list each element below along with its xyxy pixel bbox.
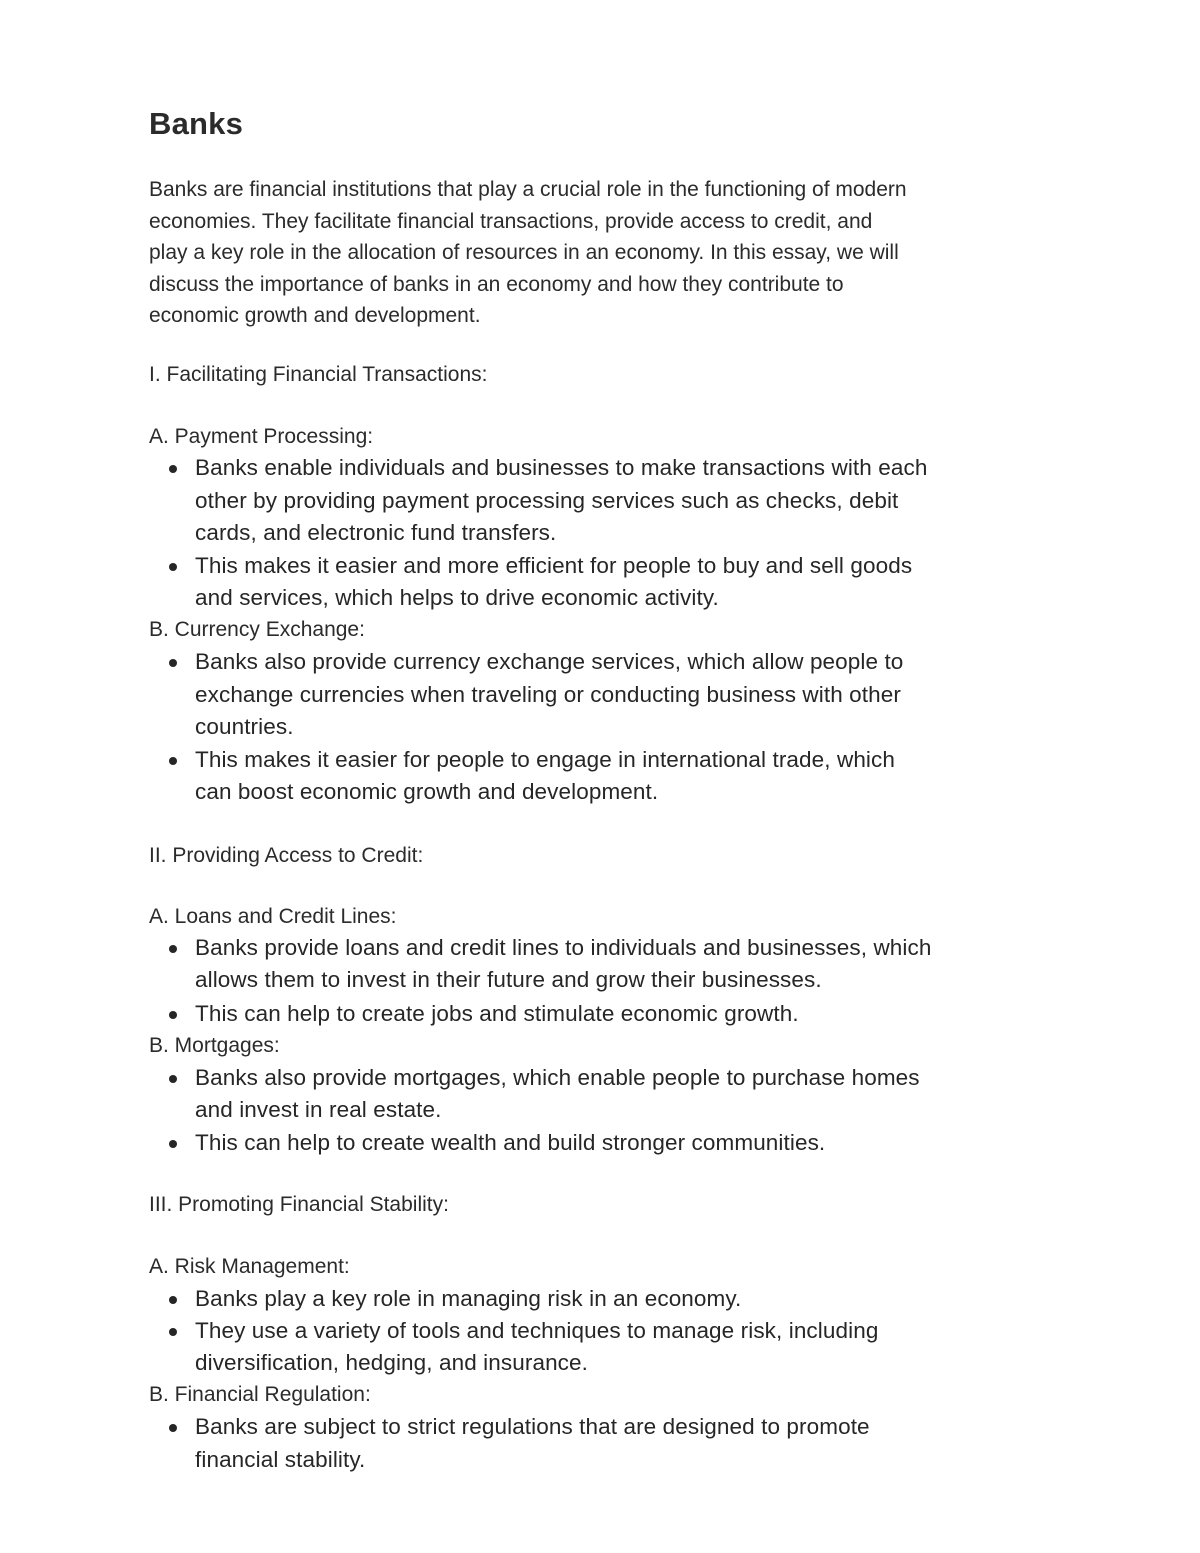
section-heading: II. Providing Access to Credit: xyxy=(149,844,424,867)
bullet-line: This can help to create wealth and build stronger communities. xyxy=(195,1130,826,1155)
bullet-icon xyxy=(169,465,177,473)
subsection-heading: B. Mortgages: xyxy=(149,1034,280,1057)
subsection-heading: A. Payment Processing: xyxy=(149,425,374,448)
subsection-heading: A. Loans and Credit Lines: xyxy=(149,905,397,928)
bullet-line: Banks provide loans and credit lines to individuals and businesses, which xyxy=(195,935,932,960)
bullet-line: financial stability. xyxy=(195,1447,366,1472)
document-title: Banks xyxy=(149,106,244,141)
bullet-icon xyxy=(169,1011,177,1019)
bullet-icon xyxy=(169,1075,177,1083)
bullet-icon xyxy=(169,563,177,571)
intro-paragraph xyxy=(149,174,1059,332)
bullet-line: This makes it easier for people to engage in international trade, which xyxy=(195,747,895,772)
bullet-line: Banks enable individuals and businesses to make transactions with each xyxy=(195,455,928,480)
bullet-icon xyxy=(169,1424,177,1432)
intro-line: play a key role in the allocation of resources in an economy. In this essay, we will xyxy=(149,241,899,265)
bullet-line: and invest in real estate. xyxy=(195,1097,442,1122)
bullet-icon xyxy=(169,1296,177,1304)
bullet-line: exchange currencies when traveling or conducting business with other xyxy=(195,682,901,707)
subsection-heading: A. Risk Management: xyxy=(149,1255,350,1278)
bullet-line: Banks also provide mortgages, which enable people to purchase homes xyxy=(195,1065,920,1090)
bullet-line: allows them to invest in their future and grow their businesses. xyxy=(195,967,822,992)
intro-line: economic growth and development. xyxy=(149,304,481,328)
bullet-line: countries. xyxy=(195,714,294,739)
bullet-line: diversification, hedging, and insurance. xyxy=(195,1350,588,1375)
section-heading: III. Promoting Financial Stability: xyxy=(149,1193,449,1216)
bullet-line: and services, which helps to drive economic activity. xyxy=(195,585,719,610)
bullet-line: They use a variety of tools and techniques to manage risk, including xyxy=(195,1318,879,1343)
subsection-heading: B. Financial Regulation: xyxy=(149,1383,371,1406)
bullet-line: Banks also provide currency exchange services, which allow people to xyxy=(195,649,904,674)
bullet-icon xyxy=(169,1140,177,1148)
bullet-icon xyxy=(169,757,177,765)
intro-line: Banks are financial institutions that play a crucial role in the functioning of modern xyxy=(149,178,907,201)
section-heading: I. Facilitating Financial Transactions: xyxy=(149,363,488,386)
bullet-icon xyxy=(169,659,177,667)
bullet-line: Banks are subject to strict regulations that are designed to promote xyxy=(195,1414,870,1439)
intro-line: economies. They facilitate financial transactions, provide access to credit, and xyxy=(149,209,873,233)
intro-line: discuss the importance of banks in an economy and how they contribute to xyxy=(149,272,844,296)
bullet-icon xyxy=(169,1328,177,1336)
subsection-heading: B. Currency Exchange: xyxy=(149,618,365,641)
bullet-line: cards, and electronic fund transfers. xyxy=(195,520,557,545)
bullet-line: Banks play a key role in managing risk in an economy. xyxy=(195,1286,742,1311)
bullet-line: This makes it easier and more efficient for people to buy and sell goods xyxy=(195,553,913,578)
bullet-line: This can help to create jobs and stimulate economic growth. xyxy=(195,1001,799,1026)
bullet-line: other by providing payment processing services such as checks, debit xyxy=(195,488,899,513)
bullet-icon xyxy=(169,945,177,953)
bullet-line: can boost economic growth and development. xyxy=(195,779,659,804)
